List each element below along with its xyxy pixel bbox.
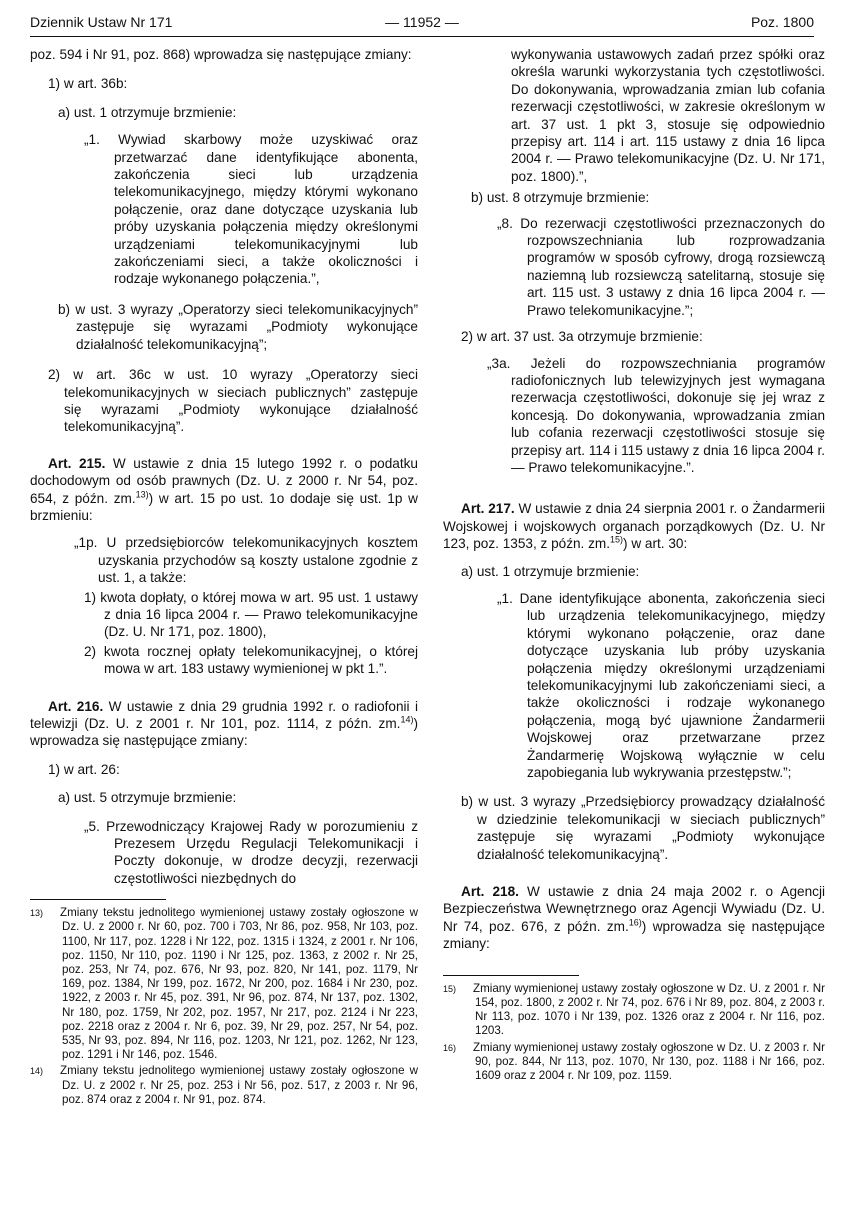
footnote-ref-13: 13) bbox=[135, 489, 149, 499]
footnote-14: 14) Zmiany tekstu jednolitego wymienionej ustawy zostały ogłoszone w Dz. U. z 2002 r. Nr 25, poz. 253 i Nr 56, poz. 517, z 2003 r. Nr 96, poz. 874 oraz z 2004 r. Nr 91, poz. 874. bbox=[30, 1064, 418, 1106]
quote-ust-3a: „3a. Jeżeli do rozpowszechniania programów radiofonicznych lub telewizyjnych jest wymagana rezerwacja częstotliwości, dokonuje się jej wraz z koncesją. Do dokonywania, wprowadzania zmian lub cofania rezerwacji częstotliwości stosuje się przepisy art. 114 i 115 ustawy z dnia 16 lipca 2004 r. — Prawo telekomunikacyjne.”. bbox=[487, 355, 825, 475]
point-1a: a) ust. 1 otrzymuje brzmienie: bbox=[58, 104, 237, 120]
article-216: Art. 216. W ustawie z dnia 29 grudnia 1992 r. o radiofonii i telewizji (Dz. U. z 2001 r. Nr 101, poz. 1114, z późn. zm.$^{14)}$) wprowadza się następujące zmiany: bbox=[30, 698, 418, 749]
quote-ust-1p: „1p. U przedsiębiorców telekomunikacyjnych kosztem uzyskania przychodów są koszty ustalone zgodnie z ust. 1, a także: bbox=[74, 535, 418, 586]
footnote-rule bbox=[30, 899, 166, 900]
left-column bbox=[30, 46, 418, 1107]
right-column bbox=[443, 46, 825, 1083]
footnote-13: 13) Zmiany tekstu jednolitego wymienionej ustawy zostały ogłoszone w Dz. U. z 2000 r. Nr 60, poz. 700 i 703, Nr 86, poz. 958, Nr 103, poz. 1100, Nr 117, poz. 1228 i Nr 122, poz. 1315 i 1324, z 2001 r. Nr 106, poz. 1150, Nr 110, poz. 1190 i Nr 125, poz. 1363, z 2002 r. Nr 25, poz. 253, Nr 74, poz. 676, Nr 93, poz. 820, Nr 141, poz. 1179, Nr 169, poz. 1384, Nr 199, poz. 1672, Nr 200, poz. 1684 i Nr 230, poz. 1922, z 2003 r. Nr 45, poz. 391, Nr 96, poz. 874, Nr 137, poz. 1302, Nr 180, poz. 1759, Nr 202, poz. 1957, Nr 217, poz. 2124 i Nr 223, poz. 2218 oraz z 2004 r. Nr 6, poz. 39, Nr 29, poz. 257, Nr 54, poz. 535, Nr 93, poz. 894, Nr 116, poz. 1203, Nr 121, poz. 1262, Nr 123, poz. 1291 i Nr 146, poz. 1546. bbox=[30, 906, 418, 1062]
article-216-label: Art. 216. bbox=[48, 698, 104, 714]
footnote-rule-right bbox=[443, 975, 579, 976]
quote-ust-5: „5. Przewodniczący Krajowej Rady w porozumieniu z Prezesem Urzędu Regulacji Telekomunikacji i Poczty dokonuje, w drodze decyzji, rezerwacji częstotliwości niezbędnych do bbox=[84, 818, 418, 886]
article-217-label: Art. 217. bbox=[461, 501, 515, 517]
footnote-ref-14: 14) bbox=[400, 714, 414, 725]
quote-1p-point-1: 1) kwota dopłaty, o której mowa w art. 95 ust. 1 ustawy z dnia 16 lipca 2004 r. — Prawo telekomunikacyjne (Dz. U. Nr 171, poz. 1800), bbox=[84, 589, 418, 640]
quote-ust-1-zandarmeria: „1. Dane identyfikujące abonenta, zakończenia sieci lub urządzenia telekomunikacyjnego, między którymi wykonano połączenie, oraz dane dotyczące uzyskania lub próby uzyskania połączenia między określonymi urządzeniami telekomunikacyjnymi lub zakończeniami sieci, a także okoliczności i rodzaje wykonanego połączenia, mogą być ujawnione Żandarmerii Wojskowej oraz przetwarzane przez Żandarmerię Wojskową wyłącznie w celu zapobiegania lub wykrywania przestępstw.”; bbox=[497, 590, 825, 781]
footnote-ref-15: 15) bbox=[610, 534, 624, 545]
page-header bbox=[30, 14, 814, 36]
point-216-1: 1) w art. 26: bbox=[48, 761, 120, 777]
footnote-15: 15) Zmiany wymienionej ustawy zostały ogłoszone w Dz. U. z 2001 r. Nr 154, poz. 1800, z 2002 r. Nr 74, poz. 676 i Nr 89, poz. 804, z 2003 r. Nr 113, poz. 1070 i Nr 139, poz. 1326 oraz z 2004 r. Nr 116, poz. 1203. bbox=[443, 981, 825, 1038]
article-215-label: Art. 215. bbox=[48, 455, 106, 471]
point-216-2: 2) w art. 37 ust. 3a otrzymuje brzmienie: bbox=[461, 329, 703, 345]
quote-1p-point-2: 2) kwota rocznej opłaty telekomunikacyjnej, o której mowa w art. 183 ustawy wymienionej w pkt 1.”. bbox=[84, 643, 418, 677]
quote-ust-1: „1. Wywiad skarbowy może uzyskiwać oraz przetwarzać dane identyfikujące abonenta, zakończenia sieci lub urządzenia telekomunikacyjnego, między którymi wykonano połączenie, oraz dane dotyczące uzyskania lub próby uzyskania połączenia między określonymi urządzeniami telekomunikacyjnymi lub zakończeniami sieci, a także okoliczności i rodzaje wykonanego połączenia.”, bbox=[84, 132, 418, 287]
quote-ust-8: „8. Do rezerwacji częstotliwości przeznaczonych do rozpowszechniania lub rozprowadzania programów w sposób cyfrowy, drogą rozsiewczą naziemną lub rozsiewczą satelitarną, stosuje się art. 115 ust. 3 ustawy z dnia 16 lipca 2004 r. — Prawo telekomunikacyjne.”; bbox=[497, 215, 825, 318]
footnote-ref-16: 16) bbox=[628, 917, 642, 928]
intro-text: poz. 594 i Nr 91, poz. 868) wprowadza się następujące zmiany: bbox=[30, 47, 412, 62]
point-1: 1) w art. 36b: bbox=[48, 76, 128, 92]
point-1b: b) w ust. 3 wyrazy „Operatorzy sieci telekomunikacyjnych” zastępuje się wyrazami „Podmioty wykonujące działalność telekomunikacyjną”; bbox=[58, 301, 418, 352]
footnote-16: 16) Zmiany wymienionej ustawy zostały ogłoszone w Dz. U. z 2003 r. Nr 90, poz. 844, Nr 113, poz. 1070, Nr 130, poz. 1188 i Nr 166, poz. 1609 oraz z 2004 r. Nr 109, poz. 1159. bbox=[443, 1040, 825, 1082]
point-216-1b: b) ust. 8 otrzymuje brzmienie: bbox=[471, 190, 650, 206]
point-217-a: a) ust. 1 otrzymuje brzmienie: bbox=[461, 563, 640, 579]
header-rule bbox=[30, 36, 814, 37]
point-2: 2) w art. 36c w ust. 10 wyrazy „Operatorzy sieci telekomunikacyjnych w sieciach publicznych” zastępuje się wyrazami „Podmioty wykonujące działalność telekomunikacyjną”. bbox=[48, 367, 418, 435]
point-216-1a: a) ust. 5 otrzymuje brzmienie: bbox=[58, 790, 237, 806]
article-218-label: Art. 218. bbox=[461, 884, 519, 900]
article-215: Art. 215. W ustawie z dnia 15 lutego 1992 r. o podatku dochodowym od osób prawnych (Dz. U. z 2000 r. Nr 54, poz. 654, z późn. zm.$^{13)}$) w art. 15 po ust. 1o dodaje się ust. 1p w brzmieniu: bbox=[30, 455, 418, 523]
position-number: Poz. 1800 bbox=[750, 14, 814, 30]
page-number: — 11952 — bbox=[385, 14, 459, 30]
quote-ust-5-continued: wykonywania ustawowych zadań przez spółki oraz określa warunki wykorzystania tych częstotliwości. Do dokonywania, wprowadzania zmian lub cofania rezerwacji częstotliwości, w zakresie określonym w art. 37 ust. 1 pkt 3, stosuje się odpowiednio przepisy art. 114 i art. 115 ustawy z dnia 16 lipca 2004 r. — Prawo telekomunikacyjne (Dz. U. Nr 171, poz. 1800).”, bbox=[511, 47, 825, 184]
article-218: Art. 218. W ustawie z dnia 24 maja 2002 r. o Agencji Bezpieczeństwa Wewnętrznego oraz Agencji Wywiadu (Dz. U. Nr 74, poz. 676, z późn. zm.$^{16)}$) wprowadza się następujące zmiany: bbox=[443, 884, 825, 952]
journal-title: Dziennik Ustaw Nr 171 bbox=[30, 14, 173, 30]
article-217: Art. 217. W ustawie z dnia 24 sierpnia 2001 r. o Żandarmerii Wojskowej i wojskowych organach porządkowych (Dz. U. Nr 123, poz. 1353, z późn. zm.$^{15)}$) w art. 30: bbox=[443, 501, 825, 552]
point-217-b: b) w ust. 3 wyrazy „Przedsiębiorcy prowadzący działalność w dziedzinie telekomunikacji w sieciach publicznych” zastępuje się wyrazami „Podmioty wykonujące działalność telekomunikacyjną”. bbox=[461, 794, 825, 862]
